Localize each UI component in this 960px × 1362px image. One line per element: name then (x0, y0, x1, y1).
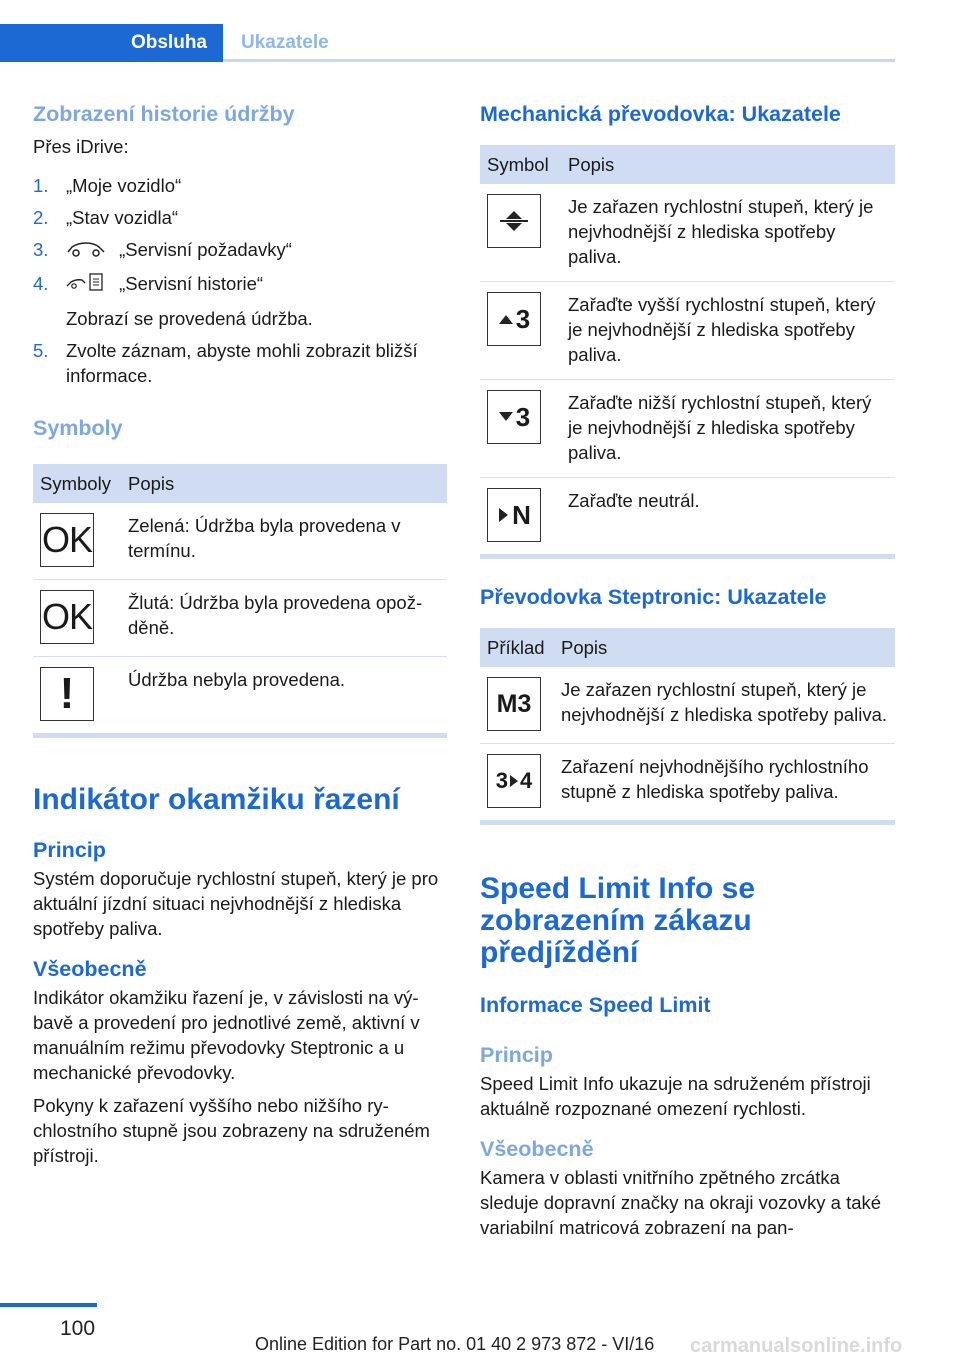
step-number: 1. (33, 175, 49, 196)
gear-change-icon (487, 754, 541, 808)
general-text-1: Indikátor okamžiku řazení je, v závislosti na výbavě a provedení pro jednotlivé země, aktivní v manuálním režimu převodovky Steptronic a u mechanické převodovky. (33, 986, 420, 1083)
principle-text: Speed Limit Info ukazuje na sdruženém přístroji aktuálně rozpoznané omezení rychlosti. (480, 1073, 871, 1119)
step-number: 4. (33, 272, 49, 294)
row-description: Žlutá: Údržba byla provedena opožděně. (121, 579, 447, 656)
symbols-table (33, 464, 447, 733)
general-heading: Všeobecně (480, 1137, 594, 1161)
list-item (33, 237, 447, 264)
step-text: „Moje vozidlo“ (66, 175, 182, 196)
manual-transmission-heading: Mechanická převodovka: Ukazatele (480, 102, 841, 126)
row-description: Je zařazen rychlostní stupeň, který je nejvhodnější z hlediska spotřeby paliva. (554, 667, 895, 744)
watermark: carmanualsonline.info (690, 1335, 903, 1357)
shift-up-icon (487, 292, 541, 346)
column-header-description: Popis (561, 145, 895, 184)
speed-limit-heading: Speed Limit Info se zobrazením zákazu předjíždění (480, 872, 756, 969)
column-header-symbols: Symboly (33, 464, 121, 503)
table-header-row (480, 628, 895, 667)
table-row (480, 744, 895, 821)
table-end-rule (480, 554, 895, 559)
manual-table-wrap (480, 145, 895, 559)
gear-label: 3 (515, 304, 531, 334)
list-item (33, 205, 447, 230)
step-number: 5. (33, 339, 49, 361)
table-header-row (33, 464, 447, 503)
gear-to-label: 4 (520, 768, 533, 793)
via-idrive-text: Přes iDrive: (33, 136, 129, 157)
steptronic-heading: Převodovka Steptronic: Ukazatele (480, 585, 827, 609)
column-header-description: Popis (121, 464, 447, 503)
tab-obsluha[interactable]: Obsluha (0, 24, 223, 62)
speed-limit-info-heading: Informace Speed Limit (480, 993, 711, 1017)
table-end-rule (480, 820, 895, 825)
maintenance-history-heading: Zobrazení historie údržby (33, 102, 295, 126)
list-item (33, 271, 447, 331)
footer-rule (0, 1303, 97, 1307)
step-subtext: Zobrazí se provedená údržba. (66, 307, 313, 329)
step-number: 2. (33, 207, 49, 228)
step-text: „Stav vozidla“ (66, 207, 179, 228)
table-row (33, 579, 447, 656)
table-row (480, 184, 895, 282)
row-description: Zařazení nejvhodnějšího rychlostního stupně z hlediska spotřeby paliva. (561, 756, 869, 802)
row-description: Zařaďte nižší rychlostní stupeň, který je nejvhodnější z hlediska spotřeby paliva. (561, 380, 895, 478)
list-item (33, 338, 447, 388)
column-header-symbol: Symbol (480, 145, 561, 184)
gear-label: 3 (515, 402, 531, 432)
row-description: Údržba nebyla provedena. (128, 668, 346, 690)
principle-text: Systém doporučuje rychlostní stupeň, který je pro aktuální jízdní situaci nejvhodnější z hlediska spotřeby paliva. (33, 867, 439, 939)
exclamation-symbol: ! (40, 667, 94, 721)
row-description: Je zařazen rychlostní stupeň, který je nejvhodnější z hlediska spotřeby paliva. (561, 184, 895, 282)
manual-gear-icon (487, 677, 541, 731)
tab-ukazatele[interactable]: Ukazatele (241, 32, 329, 53)
gear-label: N (512, 500, 531, 530)
column-header-description: Popis (554, 628, 895, 667)
gear-from-label: 3 (495, 768, 508, 793)
step-text: „Servisní požadavky“ (119, 239, 292, 260)
table-end-rule (33, 733, 447, 738)
general-heading: Všeobecně (33, 956, 147, 981)
neutral-icon (487, 488, 541, 542)
steptronic-table-wrap (480, 628, 895, 825)
shift-indicator-heading: Indikátor okamžiku řazení (33, 782, 400, 816)
principle-heading: Princip (480, 1043, 553, 1067)
table-row (480, 667, 895, 744)
column-header-example: Příklad (480, 628, 554, 667)
general-text: Kamera v oblasti vnitřního zpětného zrcátka sleduje dopravní značky na okraji vozovky a také variabilní matricová zobrazení na pan- (480, 1167, 882, 1238)
table-row (33, 656, 447, 733)
steps-list (33, 173, 447, 388)
shift-down-icon (487, 390, 541, 444)
optimal-gear-icon (487, 194, 541, 248)
symbols-heading: Symboly (33, 415, 123, 440)
car-service-icon (66, 239, 106, 264)
edition-text: Online Edition for Part no. 01 40 2 973 872 - VI/16 (255, 1334, 655, 1354)
symbols-table-wrap (33, 464, 447, 738)
ok-green-symbol: OK (40, 513, 94, 567)
manual-table (480, 145, 895, 554)
table-row (33, 503, 447, 580)
tab-underline (223, 59, 895, 62)
table-header-row (480, 145, 895, 184)
step-text: „Servisní historie“ (119, 272, 264, 294)
step-text: Zvolte záznam, abyste mohli zobrazit bližší informace. (66, 339, 418, 386)
row-description: Zelená: Údržba byla provedena v termínu. (121, 503, 447, 580)
table-row (480, 282, 895, 380)
step-number: 3. (33, 239, 49, 260)
left-column (33, 100, 447, 1168)
right-column (480, 100, 895, 1240)
gear-label: M3 (496, 689, 532, 718)
table-row (480, 478, 895, 555)
ok-yellow-symbol: OK (40, 590, 94, 644)
table-row (480, 380, 895, 478)
principle-heading: Princip (33, 837, 106, 862)
service-history-icon (66, 272, 106, 298)
steptronic-table (480, 628, 895, 820)
general-text-2: Pokyny k zařazení vyššího nebo nižšího rychlostního stupně jsou zobrazeny na sdruženém přístroji. (33, 1094, 430, 1166)
page-number: 100 (60, 1317, 96, 1340)
list-item (33, 173, 447, 198)
header-tabs (0, 24, 895, 62)
row-description: Zařaďte vyšší rychlostní stupeň, který je nejvhodnější z hlediska spotřeby paliva. (561, 282, 895, 380)
row-description: Zařaďte neutrál. (568, 490, 700, 511)
